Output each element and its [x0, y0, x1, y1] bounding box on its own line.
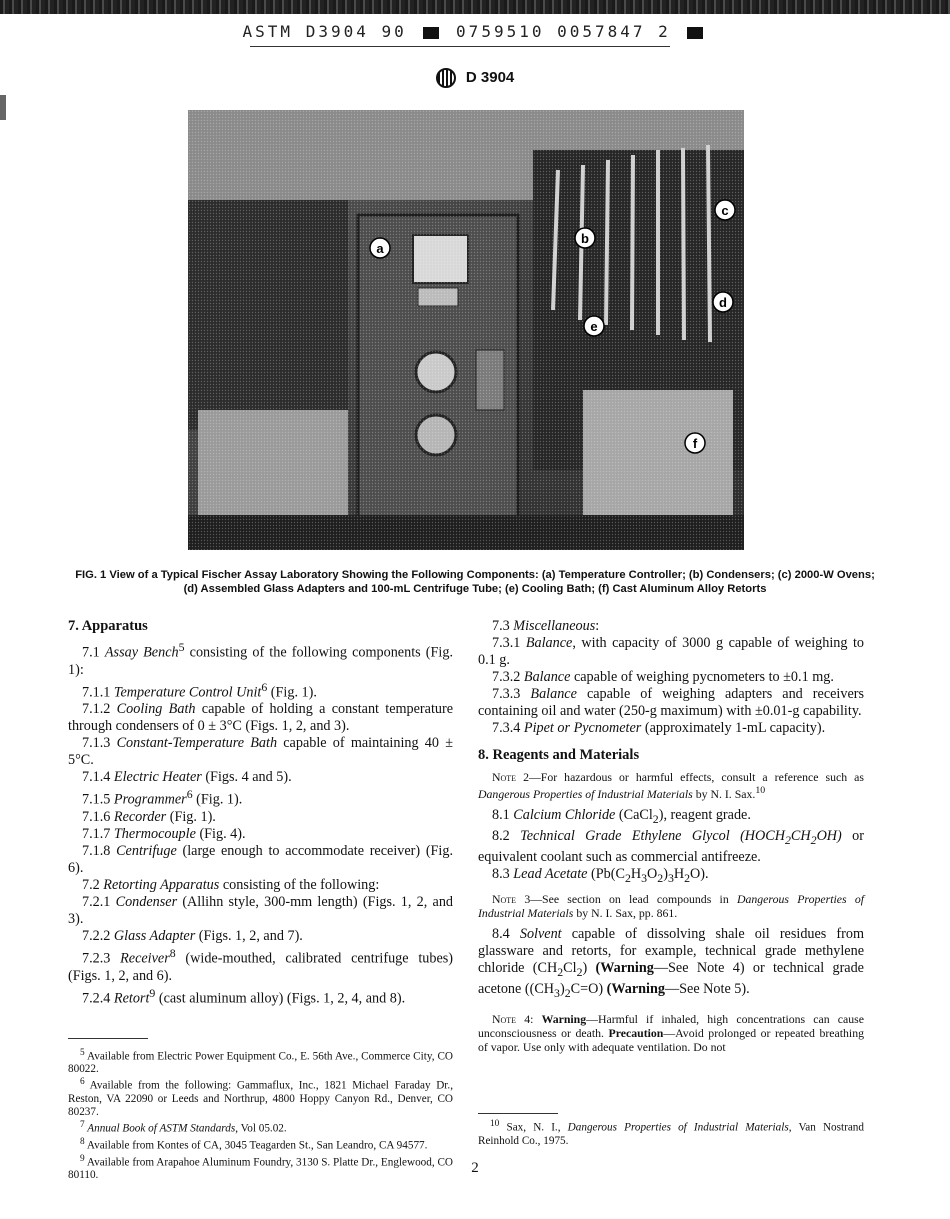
header-block-mark — [423, 27, 439, 39]
label-d: d — [719, 295, 727, 310]
halftone-overlay — [188, 110, 744, 550]
header-block-mark — [687, 27, 703, 39]
para-8-1: 8.1 Calcium Chloride (CaCl$_2$), reagent grade. — [492, 806, 751, 826]
left-column — [68, 618, 453, 1182]
label-f-marker — [685, 433, 705, 453]
footnote-6: $^6$ Available from the following: Gammaflux, Inc., 1821 Michael Faraday Dr., Reston, VA 22090 or Leeds and Northrup, 4800 Hoppy Canyon Rd., Denver, CO 80237. — [68, 1077, 453, 1119]
para-7-2-2: 7.2.2 Glass Adapter (Figs. 1, 2, and 7). — [82, 928, 303, 945]
label-c-marker — [715, 200, 735, 220]
para-7-1-7: 7.1.7 Thermocouple (Fig. 4). — [82, 826, 246, 843]
para-7-1: 7.1 Assay Bench$^5$ consisting of the following components (Fig. 1): — [68, 640, 454, 678]
note-2: Note 2—For hazardous or harmful effects, consult a reference such as Dangerous Properties of Industrial Materials by N. I. Sax.$^{10}$ — [478, 770, 864, 801]
footnote-rule — [68, 1038, 148, 1039]
footnote-5: $^5$ Available from Electric Power Equipment Co., E. 56th Ave., Commerce City, CO 80022. — [68, 1047, 453, 1076]
para-7-1-5: 7.1.5 Programmer$^6$ (Fig. 1). — [82, 787, 243, 809]
para-7-2-3: 7.2.3 Receiver$^8$ (wide-mouthed, calibrated centrifuge tubes) (Figs. 1, 2, and 6). — [68, 946, 453, 984]
label-c: c — [721, 203, 729, 218]
para-8-2: 8.2 Technical Grade Ethylene Glycol $(HOCH_2CH_2OH)$ or equivalent coolant such as commercial antifreeze. — [478, 827, 864, 865]
section-7-heading: 7. Apparatus — [68, 618, 148, 634]
page-number: 2 — [471, 1160, 479, 1176]
note-4: Note 4: Warning—Harmful if inhaled, high concentrations can cause unconsciousness or death. Precaution—Avoid prolonged or repeated breathing of vapor. Use only with adequate ventilation. Do not — [478, 1012, 865, 1055]
para-7-3-3: 7.3.3 Balance capable of weighing adapters and receivers containing oil and water (250-g maximum) with ±0.01-g capability. — [478, 686, 865, 719]
para-7-3-1: 7.3.1 Balance, with capacity of 3000 g capable of weighing to 0.1 g. — [478, 635, 864, 668]
right-footnotes — [478, 1113, 864, 1148]
label-e: e — [590, 319, 598, 334]
label-f: f — [692, 436, 698, 451]
designation-row — [0, 68, 950, 88]
header-rule — [250, 46, 670, 47]
header-code-part2: 0759510 0057847 2 — [456, 22, 671, 41]
label-b: b — [581, 231, 589, 246]
right-column — [478, 618, 864, 1060]
para-7-3-2: 7.3.2 Balance capable of weighing pycnometers to ±0.1 mg. — [492, 669, 834, 685]
footnote-9: $^9$ Available from Arapahoe Aluminum Foundry, 3130 S. Platte Dr., Englewood, CO 80110. — [68, 1153, 453, 1182]
astm-logo-icon — [436, 68, 456, 88]
footnote-8: $^8$ Available from Kontes of CA, 3045 Teagarden St., San Leandro, CA 94577. — [80, 1136, 428, 1152]
label-a-marker — [370, 238, 390, 258]
footnote-rule-right — [478, 1113, 558, 1114]
para-7-1-2: 7.1.2 Cooling Bath capable of holding a constant temperature through condensers of 0 ± 3°C (Figs. 1, 2, and 3). — [68, 701, 454, 735]
para-7-3-4: 7.3.4 Pipet or Pycnometer (approximately 1-mL capacity). — [492, 720, 826, 736]
scan-left-edge — [0, 95, 6, 120]
header-code — [0, 22, 950, 41]
scan-top-band — [0, 0, 950, 14]
section-8-heading: 8. Reagents and Materials — [478, 747, 640, 763]
para-7-1-4: 7.1.4 Electric Heater (Figs. 4 and 5). — [82, 769, 292, 786]
note-3: Note 3—See section on lead compounds in Dangerous Properties of Industrial Materials by N. I. Sax, pp. 861. — [478, 892, 864, 921]
footnote-10: $^{10}$ Sax, N. I., Dangerous Properties of Industrial Materials, Van Nostrand Reinhold Co., 1975. — [478, 1119, 864, 1147]
label-e-marker — [584, 316, 604, 336]
para-7-1-1: 7.1.1 Temperature Control Unit$^6$ (Fig. 1). — [82, 679, 317, 701]
para-8-4: 8.4 Solvent capable of dissolving shale oil residues from glassware and retorts, for example, technical grade methylene chloride $(CH_2Cl_2)$ (Warning—See Note 4) or technical grade acetone $((CH_3)_2C=O)$ (Warning—See Note 5). — [478, 926, 865, 1001]
designation: D 3904 — [465, 68, 515, 86]
para-7-2-1: 7.2.1 Condenser (Allihn style, 300-mm length) (Figs. 1, 2, and 3). — [68, 894, 454, 928]
label-b-marker — [575, 228, 595, 248]
header-code-part1: ASTM D3904 90 — [242, 22, 407, 41]
para-7-2: 7.2 Retorting Apparatus consisting of the following: — [82, 877, 380, 894]
label-d-marker — [713, 292, 733, 312]
para-7-1-3: 7.1.3 Constant-Temperature Bath capable of maintaining 40 ± 5°C. — [68, 735, 453, 769]
figure-caption: FIG. 1 View of a Typical Fischer Assay Laboratory Showing the Following Components: (a) Temperature Controller; (b) Condensers; (c) 2000-W Ovens; (d) Assembled Glass Adapters and 100-mL Centrifuge Tube; (e) Cooling Bath; (f) Cast Aluminum Alloy Retorts — [75, 569, 875, 595]
figure-1-photo — [188, 110, 744, 550]
label-a: a — [376, 241, 384, 256]
para-7-2-4: 7.2.4 Retort$^9$ (cast aluminum alloy) (Figs. 1, 2, 4, and 8). — [82, 985, 406, 1007]
para-8-3: 8.3 Lead Acetate $(Pb(C_2H_3O_2)_3H_2O)$. — [492, 865, 709, 885]
para-7-3: 7.3 Miscellaneous: — [492, 618, 600, 634]
footnote-7: $^7$ Annual Book of ASTM Standards, Vol 05.02. — [80, 1120, 287, 1135]
para-7-1-6: 7.1.6 Recorder (Fig. 1). — [82, 809, 216, 826]
para-7-1-8: 7.1.8 Centrifuge (large enough to accommodate receiver) (Fig. 6). — [68, 843, 454, 877]
